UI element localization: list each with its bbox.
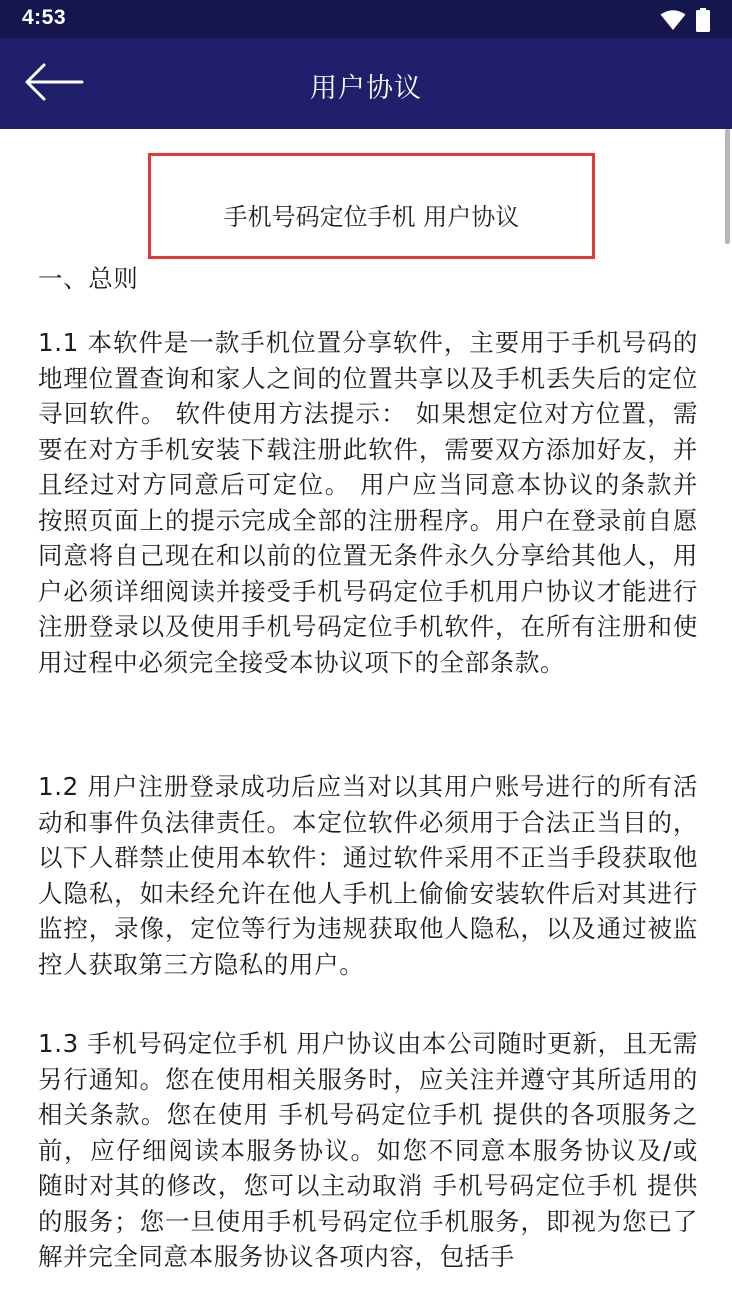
- agreement-content[interactable]: [0, 129, 732, 1304]
- battery-icon: [696, 8, 710, 36]
- scrollbar[interactable]: [725, 129, 730, 244]
- status-time: 4:53: [22, 6, 67, 29]
- section-heading: 一、总则: [38, 264, 139, 293]
- app-bar: [0, 38, 732, 129]
- status-icons: [660, 8, 710, 36]
- paragraph-1-3: 1.3 手机号码定位手机 用户协议由本公司随时更新，且无需另行通知。您在使用相关服务时，应关注并遵守其所适用的相关条款。您在使用 手机号码定位手机 提供的各项服务之前，应仔细阅读本服务协议。如您不同意本服务协议及/或随时对其的修改，您可以主动取消 手机号码定位手机 提供的服务；您一旦使用手机号码定位手机服务，即视为您已了解并完全同意本服务协议各项内容，包括手: [38, 1029, 698, 1271]
- document-title-box: [148, 153, 595, 259]
- document-title: 手机号码定位手机 用户协议: [223, 202, 520, 231]
- status-bar: [0, 0, 732, 38]
- paragraph-1-2: 1.2 用户注册登录成功后应当对以其用户账号进行的所有活动和事件负法律责任。本定位软件必须用于合法正当目的，以下人群禁止使用本软件：通过软件采用不正当手段获取他人隐私，如未经允许在他人手机上偷偷安装软件后对其进行监控，录像，定位等行为违规获取他人隐私，以及通过被监控人获取第三方隐私的用户。: [38, 772, 698, 979]
- paragraph-1-1: 1.1 本软件是一款手机位置分享软件，主要用于手机号码的地理位置查询和家人之间的位置共享以及手机丢失后的定位寻回软件。 软件使用方法提示： 如果想定位对方位置，需要在对方手机安装下载注册此软件，需要双方添加好友，并且经过对方同意后可定位。 用户应当同意本协议的条款并按照页面上的提示完成全部的注册程序。用户在登录前自愿同意将自己现在和以前的位置无条件永久分享给其他人，用户必须详细阅读并接受手机号码定位手机用户协议才能进行注册登录以及使用手机号码定位手机软件，在所有注册和使用过程中必须完全接受本协议项下的全部条款。: [38, 328, 698, 677]
- wifi-icon: [660, 9, 686, 35]
- page-title: 用户协议: [310, 73, 422, 104]
